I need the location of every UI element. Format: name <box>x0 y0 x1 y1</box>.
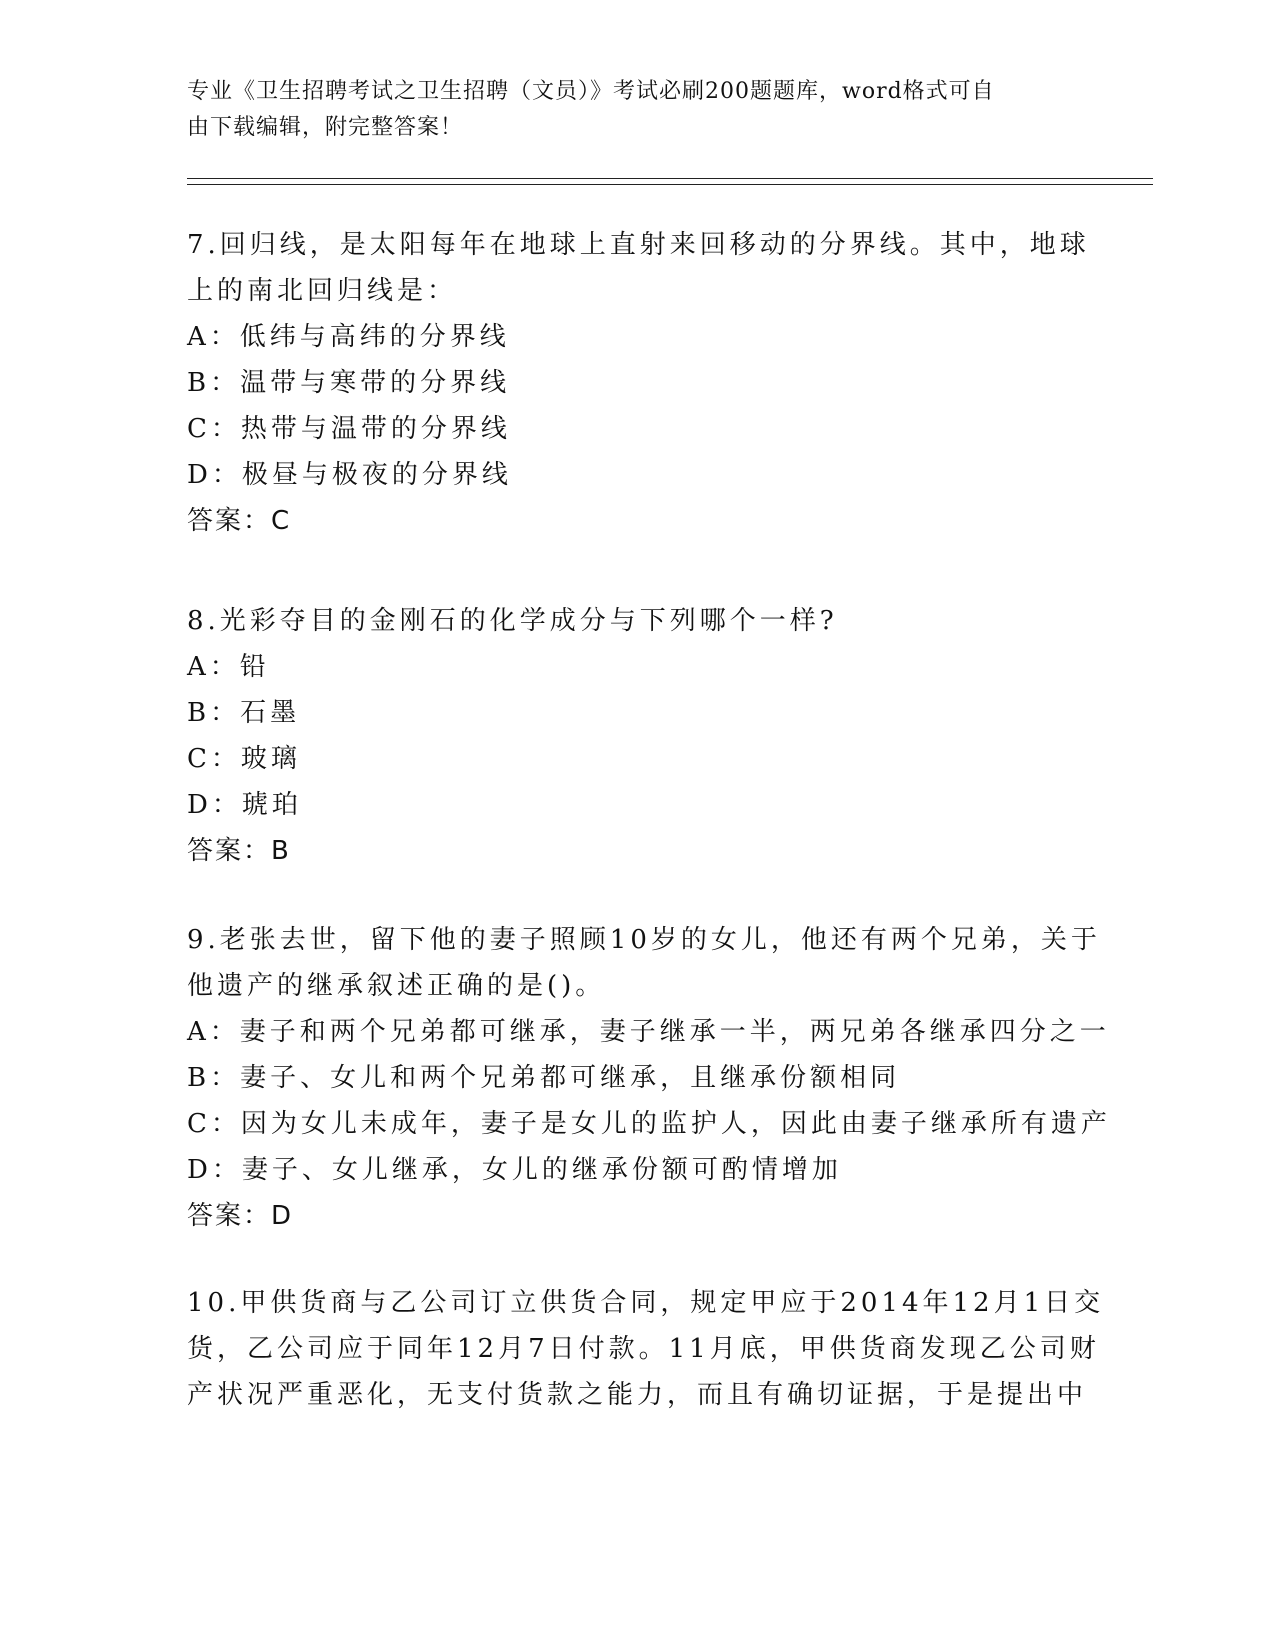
question-text: 9.老张去世，留下他的妻子照顾10岁的女儿，他还有两个兄弟，关于 <box>187 925 1101 955</box>
header-line-1: 专业《卫生招聘考试之卫生招聘（文员）》考试必刷200题题库，word格式可自 <box>187 79 995 104</box>
option-a: A：妻子和两个兄弟都可继承，妻子继承一半，两兄弟各继承四分之一 <box>187 1017 1110 1047</box>
answer: 答案：C <box>187 506 292 536</box>
document-header <box>187 74 1067 146</box>
option-c: C：热带与温带的分界线 <box>187 414 511 444</box>
option-b: B：妻子、女儿和两个兄弟都可继承，且继承份额相同 <box>187 1063 901 1093</box>
option-d: D：极昼与极夜的分界线 <box>187 460 512 490</box>
question-text: 产状况严重恶化，无支付货款之能力，而且有确切证据，于是提出中 <box>187 1380 1088 1410</box>
option-d: D：妻子、女儿继承，女儿的继承份额可酌情增加 <box>187 1155 842 1185</box>
option-d: D：琥珀 <box>187 790 302 820</box>
answer: 答案：B <box>187 836 291 866</box>
option-b: B：温带与寒带的分界线 <box>187 368 511 398</box>
question-9 <box>187 917 1111 1239</box>
option-c: C：玻璃 <box>187 744 301 774</box>
option-c: C：因为女儿未成年，妻子是女儿的监护人，因此由妻子继承所有遗产 <box>187 1109 1111 1139</box>
header-divider-top <box>187 178 1153 179</box>
question-text: 上的南北回归线是： <box>187 276 458 306</box>
option-a: A：低纬与高纬的分界线 <box>187 322 510 352</box>
option-a: A：铅 <box>187 652 270 682</box>
question-text: 货，乙公司应于同年12月7日付款。11月底，甲供货商发现乙公司财 <box>187 1334 1100 1364</box>
question-8 <box>187 598 1087 874</box>
option-b: B：石墨 <box>187 698 301 728</box>
question-10 <box>187 1280 1105 1418</box>
question-text: 10.甲供货商与乙公司订立供货合同，规定甲应于2014年12月1日交 <box>187 1288 1105 1318</box>
question-text: 7.回归线，是太阳每年在地球上直射来回移动的分界线。其中，地球 <box>187 230 1090 260</box>
header-divider-bottom <box>187 184 1153 185</box>
question-7 <box>187 222 1090 544</box>
question-text: 他遗产的继承叙述正确的是()。 <box>187 971 606 1001</box>
answer: 答案：D <box>187 1201 294 1231</box>
question-text: 8.光彩夺目的金刚石的化学成分与下列哪个一样? <box>187 606 838 636</box>
header-line-2: 由下载编辑，附完整答案！ <box>187 115 464 140</box>
